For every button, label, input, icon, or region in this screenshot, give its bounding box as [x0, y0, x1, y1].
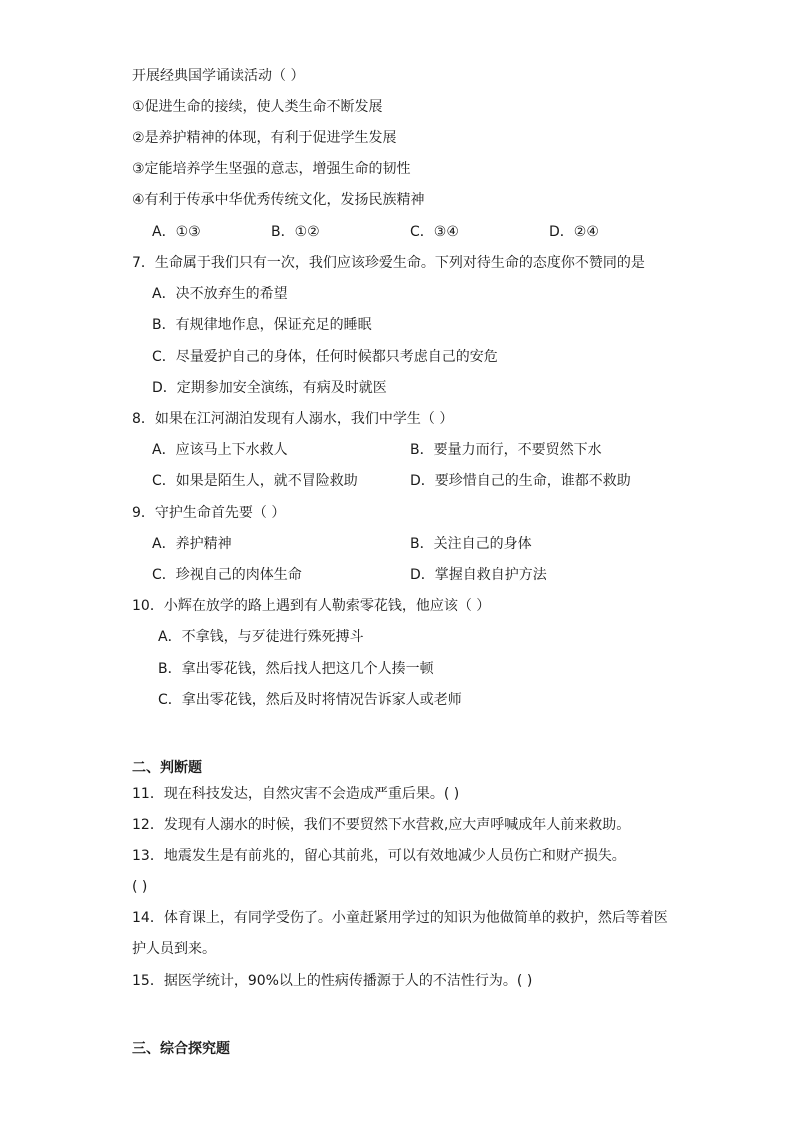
- q10-option-a: A．不拿钱，与歹徒进行殊死搏斗: [158, 629, 364, 645]
- q7-option-a: A．决不放弃生的希望: [152, 286, 288, 302]
- q15-text: 15．据医学统计，90%以上的性病传播源于人的不洁性行为。( ): [132, 973, 533, 989]
- q6-statement-2: ②是养护精神的体现，有利于促进学生发展: [132, 130, 397, 146]
- q6-option-b: B．①②: [271, 224, 320, 240]
- q6-stem: 开展经典国学诵读活动（ ）: [132, 68, 305, 84]
- q6-statement-1: ①促进生命的接续，使人类生命不断发展: [132, 99, 383, 115]
- q6-option-c: C．③④: [410, 224, 459, 240]
- q6-statement-3: ③定能培养学生坚强的意志，增强生命的韧性: [132, 161, 411, 177]
- q7-stem: 7．生命属于我们只有一次，我们应该珍爱生命。下列对待生命的态度你不赞同的是: [132, 255, 645, 271]
- q8-option-a: A．应该马上下水救人: [152, 442, 288, 458]
- q6-option-d: D．②④: [549, 224, 599, 240]
- q12-text: 12．发现有人溺水的时候，我们不要贸然下水营救,应大声呼喊成年人前来救助。: [132, 817, 631, 833]
- q7-option-d: D．定期参加安全演练，有病及时就医: [152, 380, 387, 396]
- q9-option-c: C．珍视自己的肉体生命: [152, 567, 302, 583]
- q8-stem: 8．如果在江河湖泊发现有人溺水，我们中学生（ ）: [132, 411, 454, 427]
- q9-option-b: B．关注自己的身体: [410, 536, 532, 552]
- q8-option-d: D．要珍惜自己的生命，谁都不救助: [410, 473, 631, 489]
- q7-option-b: B．有规律地作息，保证充足的睡眠: [152, 317, 372, 333]
- section-heading-true-false: 二、判断题: [132, 760, 202, 776]
- q9-option-a: A．养护精神: [152, 536, 232, 552]
- q6-option-a: A．①③: [152, 224, 201, 240]
- q6-statement-4: ④有利于传承中华优秀传统文化，发扬民族精神: [132, 192, 425, 208]
- q10-option-c: C．拿出零花钱，然后及时将情况告诉家人或老师: [158, 692, 462, 708]
- q10-option-b: B．拿出零花钱，然后找人把这几个人揍一顿: [158, 661, 434, 677]
- q11-text: 11．现在科技发达，自然灾害不会造成严重后果。( ): [132, 786, 460, 802]
- q10-stem: 10．小辉在放学的路上遇到有人勒索零花钱，他应该（ ）: [132, 598, 491, 614]
- q9-stem: 9．守护生命首先要（ ）: [132, 505, 286, 521]
- q9-option-d: D．掌握自救自护方法: [410, 567, 547, 583]
- section-heading-inquiry: 三、综合探究题: [132, 1041, 230, 1057]
- q13-text: 13．地震发生是有前兆的，留心其前兆，可以有效地减少人员伤亡和财产损失。: [132, 848, 626, 864]
- q8-option-b: B．要量力而行，不要贸然下水: [410, 442, 602, 458]
- q8-option-c: C．如果是陌生人，就不冒险救助: [152, 473, 358, 489]
- q7-option-c: C．尽量爱护自己的身体，任何时候都只考虑自己的安危: [152, 349, 498, 365]
- q13-bracket: ( ): [132, 879, 148, 895]
- q14-text-line2: 护人员到来。: [132, 941, 216, 957]
- q14-text-line1: 14．体育课上，有同学受伤了。小童赶紧用学过的知识为他做简单的救护，然后等着医: [132, 910, 668, 926]
